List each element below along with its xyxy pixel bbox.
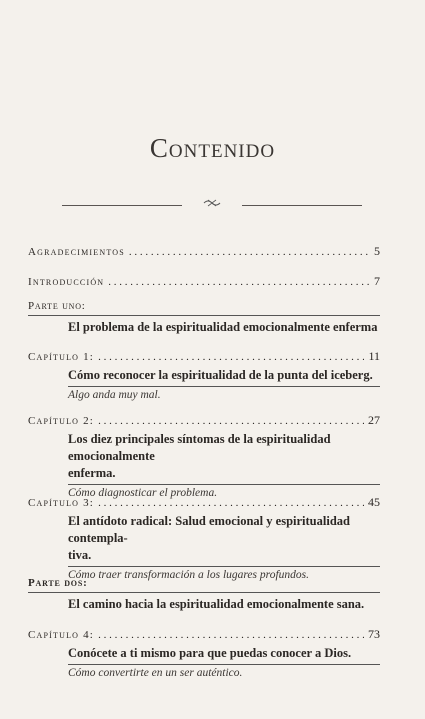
toc-entry-agradecimientos[interactable] (28, 244, 380, 259)
fleuron-icon (202, 196, 222, 214)
dot-leader (98, 415, 364, 427)
part-title: El camino hacia la espiritualidad emocionalmente sana. (68, 597, 365, 611)
chapter-title: Conócete a ti mismo para que puedas conocer a Dios. (68, 645, 380, 665)
chapter-title-line-2: tiva. (68, 547, 380, 567)
page-number: 73 (368, 627, 380, 641)
chapter-label: Capítulo 1: (28, 351, 95, 363)
page-title: Contenido (149, 133, 276, 163)
chapter-title-line-2: enferma. (68, 465, 380, 485)
part-two-heading (28, 577, 380, 612)
chapter-label: Capítulo 4: (28, 629, 95, 641)
title-ornament (62, 197, 362, 213)
toc-entry-chapter-3[interactable] (28, 495, 380, 581)
dot-leader (98, 497, 364, 509)
dot-leader (129, 246, 370, 258)
toc-entry-chapter-1[interactable] (28, 349, 380, 401)
chapter-subtitle: Cómo diagnosticar el problema. (68, 487, 218, 499)
chapter-subtitle: Cómo convertirte en un ser auténtico. (68, 667, 243, 679)
part-label: Parte uno: (28, 300, 380, 316)
page-number: 7 (374, 274, 380, 288)
toc-entry-label: Agradecimientos (28, 246, 125, 258)
part-label: Parte dos: (28, 577, 380, 593)
toc-entry-chapter-2[interactable] (28, 413, 380, 499)
toc-entry-introduccion[interactable] (28, 274, 380, 289)
dot-leader (98, 351, 364, 363)
dot-leader (108, 276, 370, 288)
chapter-title-line-1: El antídoto radical: Salud emocional y espiritualidad contempla- (68, 514, 350, 545)
chapter-title: Cómo reconocer la espiritualidad de la punta del iceberg. (68, 367, 380, 387)
page-number: 45 (368, 495, 380, 509)
ornament-rule-right (242, 205, 362, 206)
part-one-heading (28, 300, 380, 335)
page-number: 5 (374, 244, 380, 258)
dot-leader (98, 629, 364, 641)
chapter-title-line-1: Los diez principales síntomas de la espiritualidad emocionalmente (68, 432, 331, 463)
chapter-subtitle: Algo anda muy mal. (68, 389, 161, 401)
chapter-label: Capítulo 2: (28, 415, 95, 427)
toc-entry-label: Introducción (28, 276, 105, 288)
toc-entry-chapter-4[interactable] (28, 627, 380, 679)
ornament-rule-left (62, 205, 182, 206)
part-title: El problema de la espiritualidad emocionalmente enferma (68, 320, 378, 334)
chapter-subtitle: Cómo traer transformación a los lugares profundos. (68, 569, 309, 581)
chapter-label: Capítulo 3: (28, 497, 95, 509)
page-number: 27 (368, 413, 380, 427)
page-number: 11 (368, 349, 380, 363)
